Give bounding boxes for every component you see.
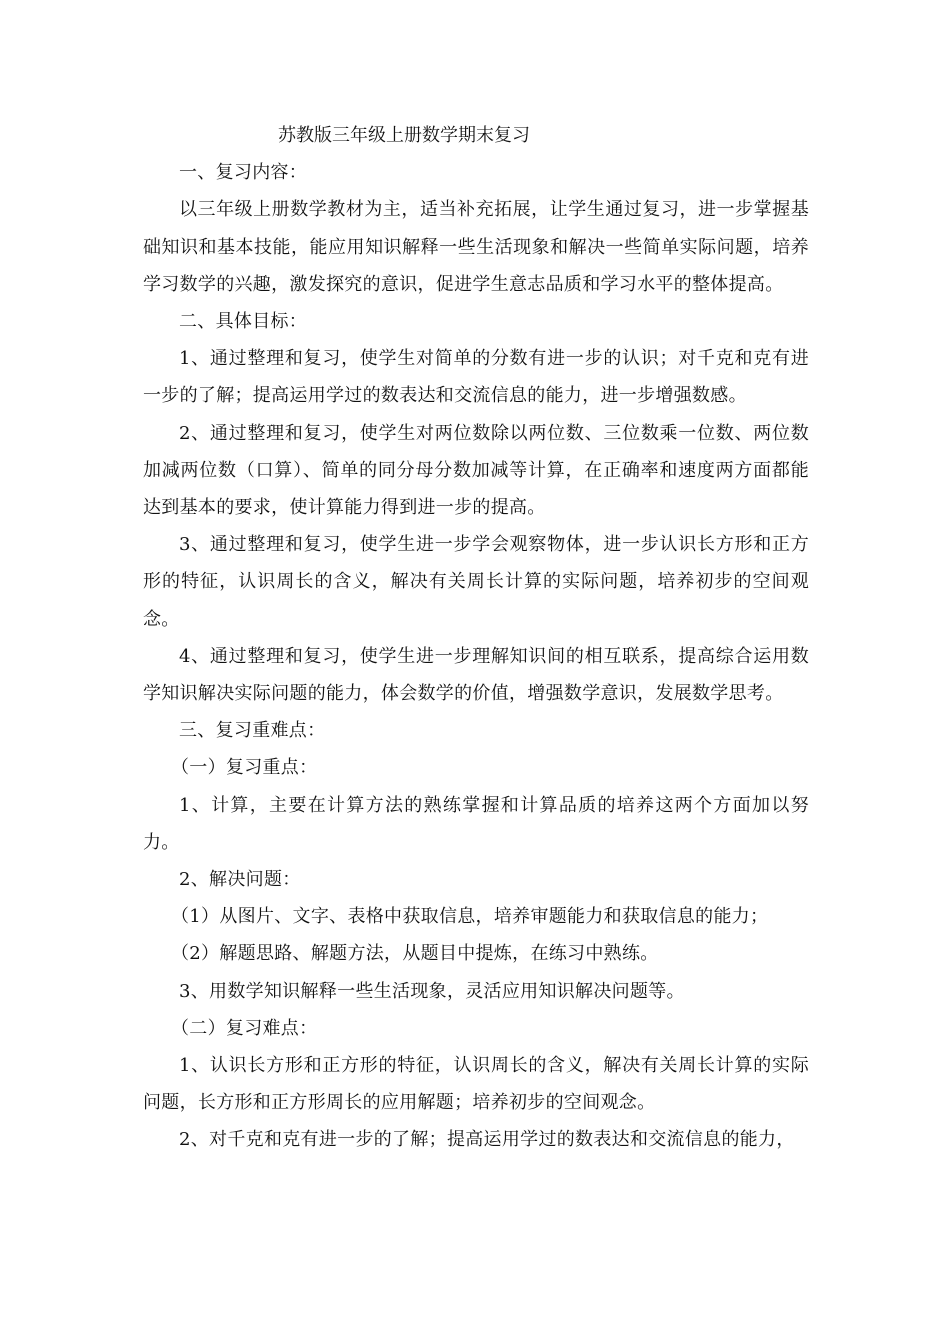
paragraph: 一、复习内容： bbox=[179, 162, 308, 184]
paragraph: 2、对千克和克有进一步的了解；提高运用学过的数表达和交流信息的能力， bbox=[179, 1129, 795, 1151]
paragraph: 1、通过整理和复习，使学生对简单的分数有进一步的认识；对千克和克有进一步的了解；提高运用学过的数表达和交流信息的能力，进一步增强数感。 bbox=[143, 348, 809, 407]
paragraph: 三、复习重难点： bbox=[179, 720, 326, 742]
paragraph: （一）复习重点： bbox=[171, 757, 318, 779]
paragraph: 1、认识长方形和正方形的特征，认识周长的含义，解决有关周长计算的实际问题，长方形和正方形周长的应用解题；培养初步的空间观念。 bbox=[143, 1055, 809, 1114]
paragraph: 2、通过整理和复习，使学生对两位数除以两位数、三位数乘一位数、两位数加减两位数（口算）、简单的同分母分数加减等计算，在正确率和速度两方面都能达到基本的要求，使计算能力得到进一步的提高。 bbox=[143, 422, 809, 519]
paragraph: （二）复习难点： bbox=[171, 1017, 318, 1039]
paragraph: 二、具体目标： bbox=[179, 311, 308, 333]
paragraph-list bbox=[143, 154, 809, 1158]
paragraph: 3、用数学知识解释一些生活现象，灵活应用知识解决问题等。 bbox=[179, 980, 685, 1002]
paragraph: （1）从图片、文字、表格中获取信息，培养审题能力和获取信息的能力； bbox=[171, 906, 769, 928]
paragraph: 3、通过整理和复习，使学生进一步学会观察物体，进一步认识长方形和正方形的特征，认识周长的含义，解决有关周长计算的实际问题，培养初步的空间观念。 bbox=[143, 534, 809, 630]
document-body bbox=[143, 117, 809, 1159]
paragraph: 4、通过整理和复习，使学生进一步理解知识间的相互联系，提高综合运用数学知识解决实际问题的能力，体会数学的价值，增强数学意识，发展数学思考。 bbox=[143, 645, 809, 705]
paragraph: （2）解题思路、解题方法，从题目中提炼，在练习中熟练。 bbox=[171, 943, 659, 965]
paragraph: 2、解决问题： bbox=[179, 869, 301, 891]
document-title: 苏教版三年级上册数学期末复习 bbox=[278, 125, 530, 146]
paragraph: 1、计算，主要在计算方法的熟练掌握和计算品质的培养这两个方面加以努力。 bbox=[143, 794, 809, 853]
paragraph: 以三年级上册数学教材为主，适当补充拓展，让学生通过复习，进一步掌握基础知识和基本技能，能应用知识解释一些生活现象和解决一些简单实际问题，培养学习数学的兴趣，激发探究的意识，促进学生意志品质和学习水平的整体提高。 bbox=[143, 199, 809, 295]
